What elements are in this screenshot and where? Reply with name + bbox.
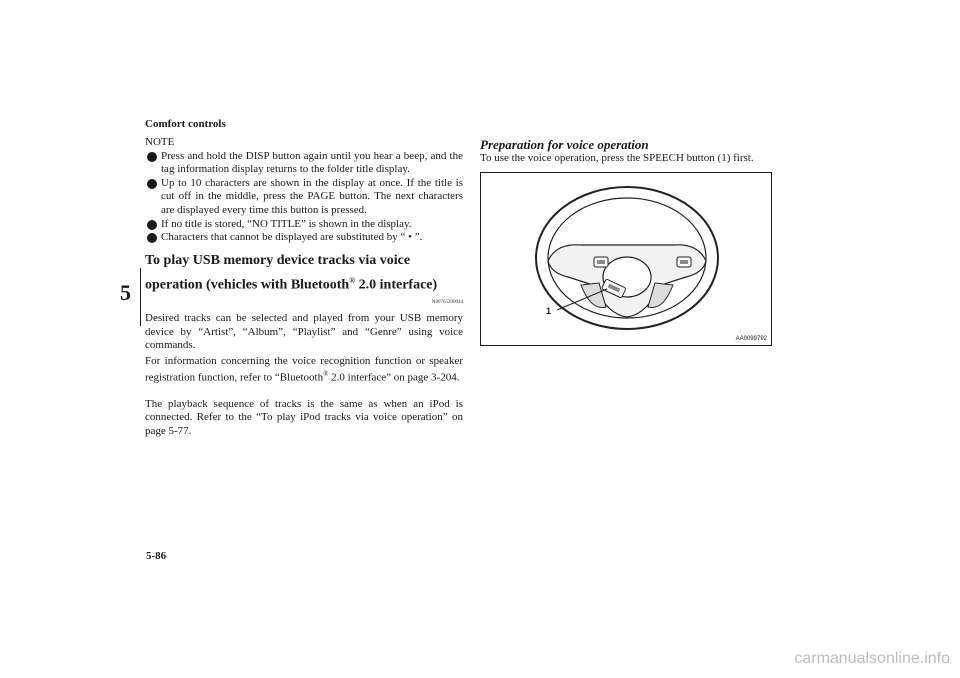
paragraph-playback: The playback sequence of tracks is the same as when an iPod is connected. Refer to the “To play iPod tracks via voice operation” on page 5-77. xyxy=(145,397,463,437)
note-text: Up to 10 characters are shown in the display at once. If the title is cut off in the middle, press the PAGE button. The next characters are displayed every time this button is pressed. xyxy=(161,176,463,216)
note-text: If no title is stored, “NO TITLE” is shown in the display. xyxy=(161,217,412,230)
figure-code: AA0099792 xyxy=(735,336,767,342)
bullet-icon xyxy=(147,220,157,230)
chapter-rule xyxy=(140,268,141,326)
note-item xyxy=(145,231,463,245)
steering-wheel-figure xyxy=(480,172,772,346)
paragraph-reference: For information concerning the voice recognition function or speaker registration function, refer to “Bluetooth® 2.0 interface” on page 3-204. xyxy=(145,354,463,385)
note-text: Press and hold the DISP button again until you hear a beep, and the tag information display returns to the folder title display. xyxy=(161,149,463,176)
bullet-icon xyxy=(147,233,157,243)
section-code: N00765200044 xyxy=(431,300,463,306)
left-column xyxy=(145,136,463,438)
note-item xyxy=(145,150,463,177)
note-label: NOTE xyxy=(145,136,175,148)
bullet-icon xyxy=(147,179,157,189)
paragraph-intro: Desired tracks can be selected and played from your USB memory device by “Artist”, “Album”, “Playlist” and “Genre” using voice commands. xyxy=(145,312,463,352)
note-text: Characters that cannot be displayed are substituted by “ • ”. xyxy=(161,231,423,244)
subsection-title: Preparation for voice operation xyxy=(480,137,649,152)
bullet-icon xyxy=(147,152,157,162)
subsection-text: To use the voice operation, press the SPEECH button (1) first. xyxy=(480,152,754,164)
page-number: 5-86 xyxy=(146,550,167,562)
chapter-tab: 5 xyxy=(120,280,131,305)
steering-wheel-icon xyxy=(481,173,771,345)
note-item xyxy=(145,177,463,218)
note-list xyxy=(145,150,463,245)
note-item xyxy=(145,218,463,232)
watermark: carmanualsonline.info xyxy=(794,650,950,667)
section-title: To play USB memory device tracks via voice operation (vehicles with Bluetooth® 2.0 interface) xyxy=(145,252,438,293)
callout-number: 1 xyxy=(546,306,552,316)
running-header: Comfort controls xyxy=(145,118,226,130)
